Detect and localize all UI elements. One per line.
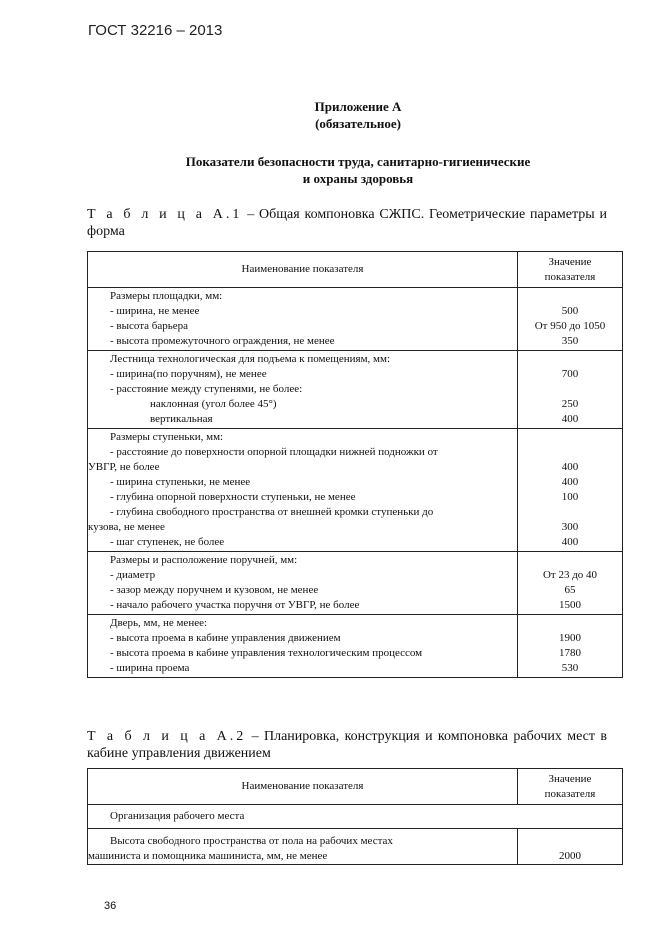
row-text: - ширина ступеньки, не менее (110, 476, 251, 488)
row-text: наклонная (угол более 45°) (150, 398, 277, 410)
row-value: 530 (561, 662, 579, 674)
row-value: 400 (561, 476, 579, 488)
row-text-line-2: машиниста и помощника машиниста, мм, не менее (88, 850, 328, 862)
table-row-group (88, 351, 623, 429)
annex-title: Приложение А (314, 99, 402, 114)
section-title-line-1: Показатели безопасности труда, санитарно-гигиенические (185, 154, 531, 169)
row-text: - расстояние между ступенями, не более: (110, 383, 303, 395)
table-1-label: Т а б л и ц а А.1 (87, 207, 243, 222)
section-title (0, 153, 661, 187)
table-row (88, 829, 623, 865)
row-text: УВГР, не более (88, 461, 160, 473)
row-value: 100 (561, 491, 579, 503)
col-value-line-1: Значение (548, 255, 592, 268)
annex-heading (0, 98, 661, 132)
table-1-col-name-header: Наименование показателя (88, 252, 518, 288)
row-text: - диаметр (110, 569, 156, 581)
table-row-group (88, 288, 623, 351)
table-2-caption-text: – Планировка, конструкция и компоновка рабочих мест в кабине управления движением (87, 729, 607, 761)
section-title-line-2: и охраны здоровья (302, 171, 414, 186)
row-value: 400 (561, 461, 579, 473)
row-value (518, 505, 622, 520)
table-2-caption (87, 728, 607, 762)
page-number: 36 (104, 900, 117, 912)
row-value: 1900 (559, 632, 581, 644)
row-value: 400 (561, 536, 579, 548)
table-2-label: Т а б л и ц а А.2 (87, 729, 247, 744)
table-row-group (88, 615, 623, 678)
row-text: - глубина свободного пространства от внешней кромки ступеньки до (110, 506, 434, 518)
row-text: кузова, не менее (88, 521, 165, 533)
row-value: 350 (561, 335, 579, 347)
row-text: - ширина проема (110, 662, 190, 674)
row-value-spacer (518, 834, 622, 849)
row-text: Дверь, мм, не менее: (110, 617, 208, 629)
row-value (518, 352, 622, 367)
row-text: вертикальная (150, 413, 213, 425)
row-text: Размеры и расположение поручней, мм: (110, 554, 298, 566)
col-value-line-2: показателя (544, 787, 596, 800)
row-text: - ширина, не менее (110, 305, 200, 317)
table-2-col-value-header (518, 769, 623, 805)
row-value: От 950 до 1050 (534, 320, 606, 332)
table-row (88, 805, 623, 829)
row-value: 500 (561, 305, 579, 317)
row-text: - зазор между поручнем и кузовом, не менее (110, 584, 319, 596)
row-text: - глубина опорной поверхности ступеньки, не менее (110, 491, 356, 503)
row-text: - шаг ступенек, не более (110, 536, 225, 548)
row-text: - начало рабочего участка поручня от УВГР, не более (110, 599, 360, 611)
row-value: 700 (561, 368, 579, 380)
table-row-group (88, 552, 623, 615)
row-value: 1500 (559, 599, 581, 611)
table-row-group (88, 429, 623, 552)
row-value: 250 (561, 398, 579, 410)
table-2 (87, 768, 623, 865)
document-header: ГОСТ 32216 – 2013 (88, 22, 223, 39)
row-text: Размеры площадки, мм: (110, 290, 223, 302)
table-1-caption-text: – Общая компоновка СЖПС. Геометрические параметры и форма (87, 207, 607, 239)
row-value: 400 (561, 413, 579, 425)
row-text: - высота барьера (110, 320, 189, 332)
row-value: 1780 (559, 647, 581, 659)
row-text: - высота промежуточного ограждения, не менее (110, 335, 335, 347)
row-text: Размеры ступеньки, мм: (110, 431, 224, 443)
col-value-line-1: Значение (548, 772, 592, 785)
row-value (518, 616, 622, 631)
row-text: - расстояние до поверхности опорной площадки нижней подножки от (110, 446, 438, 458)
section-row-label: Организация рабочего места (110, 810, 245, 822)
row-text: Лестница технологическая для подъема к помещениям, мм: (110, 353, 391, 365)
row-text-line-1: Высота свободного пространства от пола на рабочих местах (110, 835, 393, 847)
row-value: 2000 (559, 850, 581, 862)
table-1-col-value-header (518, 252, 623, 288)
table-1-body (88, 288, 623, 678)
table-1-caption (87, 206, 607, 240)
row-value: От 23 до 40 (542, 569, 598, 581)
row-text: - высота проема в кабине управления движением (110, 632, 341, 644)
row-value (518, 430, 622, 445)
col-value-line-2: показателя (544, 270, 596, 283)
row-value (518, 382, 622, 397)
row-value: 65 (564, 584, 576, 596)
row-value (518, 289, 622, 304)
row-value (518, 445, 622, 460)
row-value (518, 553, 622, 568)
table-2-col-name-header: Наименование показателя (88, 769, 518, 805)
row-text: - ширина(по поручням), не менее (110, 368, 267, 380)
table-1 (87, 251, 623, 678)
annex-status: (обязательное) (315, 116, 401, 131)
row-text: - высота проема в кабине управления технологическим процессом (110, 647, 423, 659)
row-value: 300 (561, 521, 579, 533)
